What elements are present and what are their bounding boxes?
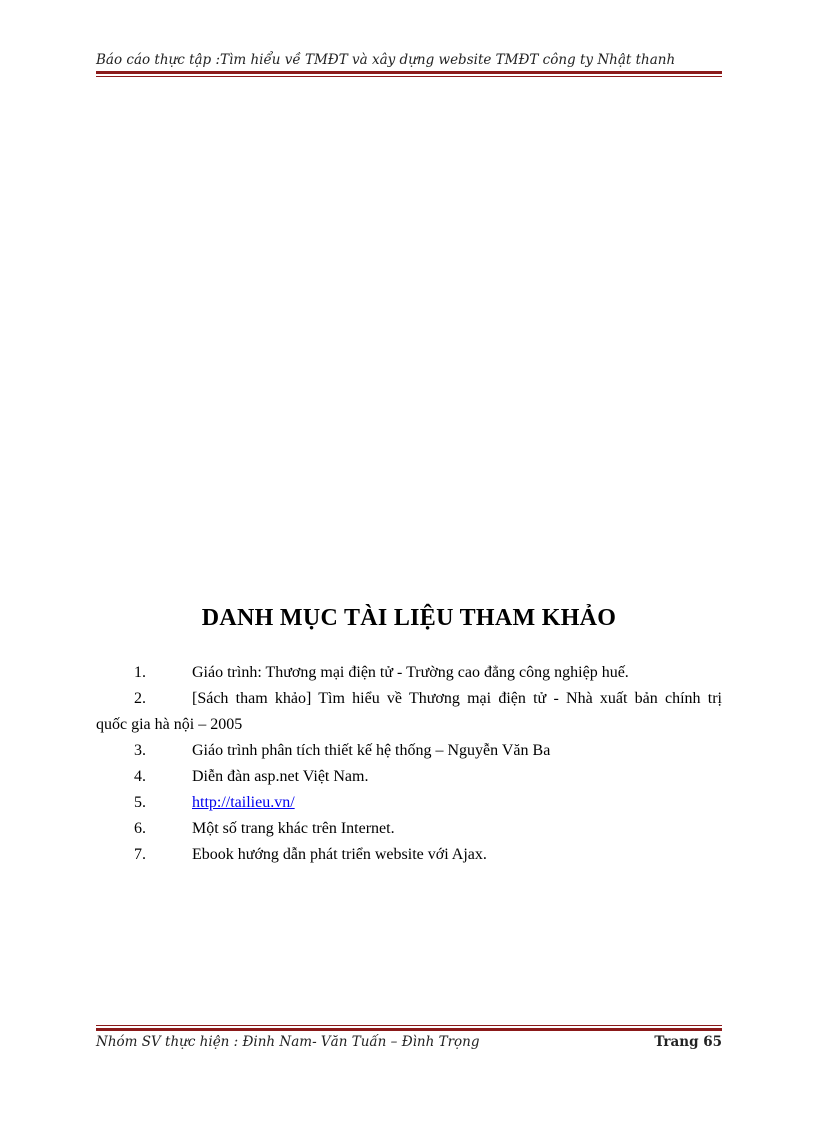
list-item-number: 3. — [134, 742, 146, 759]
document-title: DANH MỤC TÀI LIỆU THAM KHẢO — [201, 605, 617, 631]
list-item-text: Giáo trình: Thương mại điện tử - Trường cao đẳng công nghiệp huế. — [192, 664, 629, 681]
list-item-number: 2. — [134, 690, 146, 707]
list-item-number: 1. — [134, 664, 146, 681]
list-item-number: 4. — [134, 768, 146, 785]
list-item — [96, 686, 722, 738]
list-item-text: Diễn đàn asp.net Việt Nam. — [192, 768, 369, 785]
list-item-text: Giáo trình phân tích thiết kế hệ thống – Nguyễn Văn Ba — [192, 742, 551, 759]
page-header: Báo cáo thực tập :Tìm hiểu về TMĐT và xây dựng website TMĐT công ty Nhật thanh — [96, 52, 676, 68]
list-item-text: [Sách tham khảo] Tìm hiểu về Thương mại điện tử - Nhà xuất bản chính trị — [192, 690, 722, 707]
list-item — [96, 660, 722, 686]
list-item — [96, 816, 722, 842]
footer-authors: Nhóm SV thực hiện : Đinh Nam- Văn Tuấn – Đình Trọng — [96, 1034, 480, 1050]
reference-list — [96, 660, 722, 868]
list-item-number: 7. — [134, 846, 146, 863]
header-rule — [96, 71, 722, 77]
footer-rule — [96, 1025, 722, 1031]
page-footer — [96, 1034, 722, 1050]
list-item — [96, 842, 722, 868]
list-item-number: 5. — [134, 794, 146, 811]
list-item — [96, 738, 722, 764]
page-number: Trang 65 — [654, 1034, 722, 1050]
list-item-text-continued: quốc gia hà nội – 2005 — [96, 716, 243, 733]
list-item-text: Ebook hướng dẫn phát triển website với Ajax. — [192, 846, 487, 863]
list-item — [96, 764, 722, 790]
list-item — [96, 790, 722, 816]
list-item-number: 6. — [134, 820, 146, 837]
list-item-text: Một số trang khác trên Internet. — [192, 820, 395, 837]
reference-link[interactable]: http://tailieu.vn/ — [192, 794, 295, 811]
